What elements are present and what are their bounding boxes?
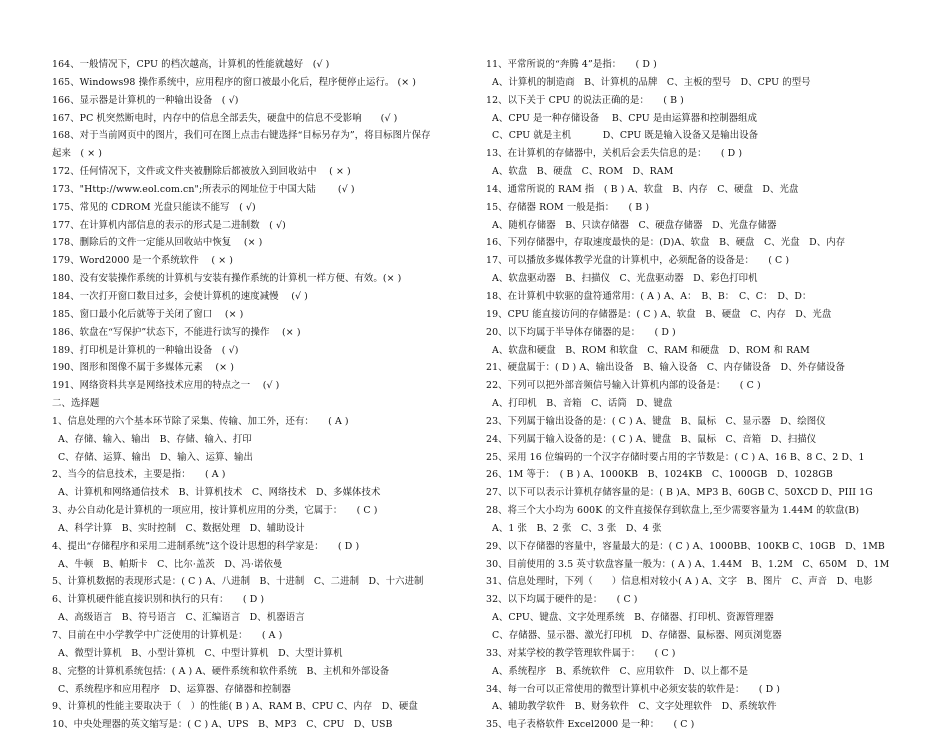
right-text-line: C、存储器、显示器、激光打印机 D、存储器、鼠标器、网页浏览器: [492, 630, 782, 641]
right-text-line: A、软盘驱动器 B、扫描仪 C、光盘驱动器 D、彩色打印机: [492, 273, 758, 285]
left-text-line: 180、没有安装操作系统的计算机与安装有操作系统的计算机一样方便、有效。(× ): [52, 273, 402, 285]
right-text-line: 11、平常所说的“奔腾 4”是指： ( D ): [486, 59, 657, 70]
right-text-line: A、计算机的制造商 B、计算机的品牌 C、主板的型号 D、CPU 的型号: [492, 76, 811, 88]
right-text-line: A、1 张 B、2 张 C、3 张 D、4 张: [492, 522, 662, 534]
left-column: [52, 56, 472, 734]
left-text-line: 191、网络资料共享是网络技术应用的特点之一 (√ ): [52, 380, 280, 392]
right-text-line: 30、目前使用的 3.5 英寸软盘容量一般为：( A ) A、1.44M B、1.2M C、650M D、1M: [486, 558, 890, 570]
right-column: [486, 56, 911, 734]
right-text-line: 24、下列属于输入设备的是：( C ) A、键盘 B、鼠标 C、音箱 D、扫描仪: [486, 433, 817, 445]
right-text-line: A、软盘和硬盘 B、ROM 和软盘 C、RAM 和硬盘 D、ROM 和 RAM: [492, 344, 810, 356]
right-text-line: 33、对某学校的教学管理软件属于： ( C ): [486, 647, 676, 659]
right-text-line: 29、以下存储器的容量中，容量最大的是：( C ) A、1000BB、100KB C、10GB D、1MB: [486, 540, 885, 552]
right-text-line: 23、下列属于输出设备的是：( C ) A、键盘 B、鼠标 C、显示器 D、绘图仪: [486, 415, 826, 427]
left-text-line: 189、打印机是计算机的一种输出设备 ( √): [52, 344, 239, 356]
right-text-line: A、随机存储器 B、只读存储器 C、硬盘存储器 D、光盘存储器: [492, 219, 777, 231]
right-text-line: 22、下列可以把外部音频信号输入计算机内部的设备是： ( C ): [486, 380, 761, 392]
right-text-line: A、CPU、键盘、文字处理系统 B、存储器、打印机、资源管理器: [492, 612, 774, 624]
right-text-line: 15、存储器 ROM 一般是指： ( B ): [486, 201, 650, 213]
left-text-line: 2、当今的信息技术，主要是指： ( A ): [52, 469, 226, 481]
left-text-line: A、存储、输入、输出 B、存储、输入、打印: [58, 433, 252, 445]
left-text-line: C、存储、运算、输出 D、输入、运算、输出: [58, 451, 253, 463]
left-text-line: 190、图形和图像不属于多媒体元素 (× ): [52, 362, 234, 374]
right-text-line: 27、以下可以表示计算机存储容量的是：( B )A、MP3 B、60GB C、50XCD D、PIII 1G: [486, 487, 873, 499]
right-text-line: 34、每一台可以正常使用的微型计算机中必须安装的软件是： ( D ): [486, 683, 781, 695]
right-text-line: 21、硬盘属于：( D ) A、输出设备 B、输入设备 C、内存储设备 D、外存储设备: [486, 362, 845, 374]
left-text-line: A、计算机和网络通信技术 B、计算机技术 C、网络技术 D、多媒体技术: [58, 487, 381, 499]
right-text-line: 17、可以播放多媒体教学光盘的计算机中，必须配备的设备是： ( C ): [486, 255, 790, 267]
right-text-line: 28、将三个大小均为 600K 的文件直接保存到软盘上,至少需要容量为 1.44M 的软盘(B): [486, 505, 860, 517]
left-text-line: 8、完整的计算机系统包括：( A ) A、硬件系统和软件系统 B、主机和外部设备: [52, 665, 390, 677]
left-text-line: 178、删除后的文件一定能从回收站中恢复 (× ): [52, 237, 263, 249]
left-text-line: 7、目前在中小学教学中广泛使用的计算机是： ( A ): [52, 630, 283, 641]
right-text-line: A、辅助教学软件 B、财务软件 C、文字处理软件 D、系统软件: [492, 701, 777, 713]
left-text-line: 167、PC 机突然断电时，内存中的信息全部丢失，硬盘中的信息不受影响 (√ ): [52, 112, 398, 124]
left-text-line: 168、对于当前网页中的图片，我们可在图上点击右键选择“目标另存为”，将目标图片保存: [52, 130, 431, 142]
right-text-line: 35、电子表格软件 Excel2000 是一种： ( C ): [486, 719, 695, 731]
left-text-line: C、系统程序和应用程序 D、运算器、存储器和控制器: [58, 683, 291, 695]
right-text-line: 19、CPU 能直接访问的存储器是：( C ) A、软盘 B、硬盘 C、内存 D、光盘: [486, 308, 832, 320]
left-text-line: 186、软盘在“写保护”状态下，不能进行读写的操作 (× ): [52, 326, 301, 338]
right-text-line: C、CPU 就是主机 D、CPU 既是输入设备又是输出设备: [492, 130, 759, 142]
right-text-line: A、系统程序 B、系统软件 C、应用软件 D、以上都不是: [492, 665, 749, 677]
right-text-line: 31、信息处理时，下列（ ）信息相对较小( A ) A、文字 B、图片 C、声音 D、电影: [486, 576, 873, 588]
left-text-line: 3、办公自动化是计算机的一项应用，按计算机应用的分类，它属于： ( C ): [52, 505, 378, 517]
left-text-line: 5、计算机数据的表现形式是：( C ) A、八进制 B、十进制 C、二进制 D、十六进制: [52, 576, 424, 588]
left-text-line: 二、选择题: [52, 398, 100, 410]
left-text-line: 9、计算机的性能主要取决于（ ）的性能( B ) A、RAM B、CPU C、内存 D、硬盘: [52, 701, 418, 713]
right-text-line: 18、在计算机中软驱的盘符通常用：( A ) A、A： B、B： C、C： D、D：: [486, 290, 812, 302]
left-text-line: A、牛顿 B、帕斯卡 C、比尔·盖茨 D、冯·诺依曼: [58, 558, 283, 570]
left-text-line: 179、Word2000 是一个系统软件 ( × ): [52, 255, 234, 267]
left-text-line: 6、计算机硬件能直接识别和执行的只有： ( D ): [52, 594, 265, 606]
right-text-line: 12、以下关于 CPU 的说法正确的是： ( B ): [486, 94, 684, 106]
right-text-line: 32、以下均属于硬件的是： ( C ): [486, 594, 638, 606]
left-text-line: 164、一般情况下，CPU 的档次越高，计算机的性能就越好 (√ ): [52, 59, 330, 70]
right-text-line: 14、通常所说的 RAM 指 ( B ) A、软盘 B、内存 C、硬盘 D、光盘: [486, 183, 799, 195]
right-text-line: 20、以下均属于半导体存储器的是： ( D ): [486, 326, 676, 338]
right-text-line: A、打印机 B、音箱 C、话筒 D、键盘: [492, 398, 673, 410]
left-text-line: 173、"Http://www.eol.com.cn";所表示的网址位于中国大陆 (√ ): [52, 183, 355, 195]
left-text-line: 10、中央处理器的英文缩写是：( C ) A、UPS B、MP3 C、CPU D、USB: [52, 719, 393, 731]
right-text-line: 26、1M 等于： ( B ) A、1000KB B、1024KB C、1000GB D、1028GB: [486, 469, 833, 481]
right-text-line: 13、在计算机的存储器中，关机后会丢失信息的是： ( D ): [486, 148, 743, 160]
left-text-line: A、科学计算 B、实时控制 C、数据处理 D、辅助设计: [58, 522, 305, 534]
left-text-line: 177、在计算机内部信息的表示的形式是二进制数 ( √): [52, 219, 286, 231]
left-text-line: 185、窗口最小化后就等于关闭了窗口 (× ): [52, 308, 244, 320]
left-text-line: A、微型计算机 B、小型计算机 C、中型计算机 D、大型计算机: [58, 647, 343, 659]
left-text-line: A、高级语言 B、符号语言 C、汇编语言 D、机器语言: [58, 612, 305, 624]
right-text-line: 25、采用 16 位编码的一个汉字存储时要占用的字节数是：( C ) A、16 B、8 C、2 D、1: [486, 451, 865, 463]
left-text-line: 172、任何情况下，文件或文件夹被删除后都被放入到回收站中 ( × ): [52, 166, 351, 178]
left-text-line: 1、信息处理的六个基本环节除了采集、传输、加工外，还有： ( A ): [52, 415, 349, 427]
left-text-line: 165、Windows98 操作系统中，应用程序的窗口被最小化后，程序便停止运行。 (× ): [52, 76, 417, 88]
left-text-line: 184、一次打开窗口数目过多，会使计算机的速度减慢 (√ ): [52, 290, 308, 302]
left-text-line: 4、提出“存储程序和采用二进制系统”这个设计思想的科学家是： ( D ): [52, 540, 360, 552]
left-text-line: 166、显示器是计算机的一种输出设备 ( √): [52, 94, 239, 106]
left-text-line: 起来 ( × ): [52, 148, 103, 160]
right-text-line: A、软盘 B、硬盘 C、ROM D、RAM: [492, 166, 674, 178]
right-text-line: 16、下列存储器中，存取速度最快的是：(D)A、软盘 B、硬盘 C、光盘 D、内存: [486, 237, 846, 249]
left-text-line: 175、常见的 CDROM 光盘只能读不能写 ( √): [52, 201, 256, 213]
right-text-line: A、CPU 是一种存储设备 B、CPU 是由运算器和控制器组成: [492, 112, 758, 124]
